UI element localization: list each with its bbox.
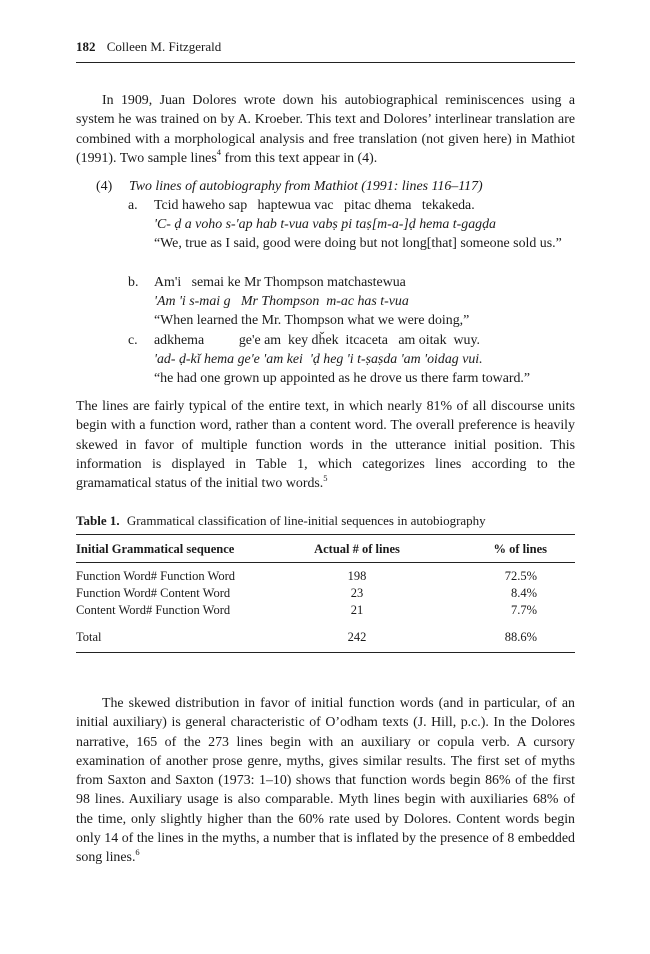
table-cell: Function Word# Content Word: [76, 586, 231, 600]
running-header-author: Colleen M. Fitzgerald: [106, 39, 222, 54]
table-cell: 198: [347, 569, 367, 583]
footnote-ref-6: 6: [135, 846, 140, 857]
running-header: [76, 38, 575, 56]
table-row: [76, 568, 575, 585]
example-item-label: a.: [128, 198, 138, 213]
table-header-rule: [76, 562, 575, 563]
example-4: [76, 177, 575, 392]
table-cell: Function Word# Function Word: [76, 569, 235, 583]
example-item-label: c.: [128, 333, 138, 348]
table-caption: [76, 512, 575, 529]
table-caption-text: Grammatical classification of line-initial sequences in autobiography: [126, 513, 486, 528]
table-row: [76, 602, 575, 619]
paragraph-2-text: The lines are fairly typical of the entire text, in which nearly 81% of all discourse units begin with a function word, rather than a content word. The overall preference is heavily skewed in favor of multiple function words in the utterance initial position. This information is displayed in Table 1, which categorizes lines according to the gramamatical status of the initial two words.: [76, 399, 575, 492]
paragraph-1-text: In 1909, Juan Dolores wrote down his autobiographical reminiscences using a system he was trained on by A. Kroeber. This text and Dolores’ interlinear translation are combined with a morphological analysis and free translation (not given here) in Mathiot (1991). Two sample lines: [76, 93, 575, 166]
table-total-row: [76, 629, 575, 646]
data-table: [76, 536, 575, 646]
table-top-rule: [76, 534, 575, 535]
original-line: adkhema ge'e am key dȟek itcaceta am oitak wuy.: [154, 333, 480, 348]
table-row: [76, 585, 575, 602]
table-cell: 21: [350, 603, 364, 617]
table-cell: 242: [347, 630, 367, 644]
gloss-line: 'Am 'i s-mai g Mr Thompson m-ac has t-vua: [154, 294, 409, 310]
table-cell: Content Word# Function Word: [76, 603, 231, 617]
translation-line: “he had one grown up appointed as he drove us there farm toward.”: [154, 371, 531, 387]
header-rule: [76, 62, 575, 63]
column-header: Actual # of lines: [314, 541, 400, 556]
example-heading: [96, 177, 483, 196]
paragraph-1-end: from this text appear in (4).: [221, 150, 378, 166]
table-label: Table 1.: [76, 513, 120, 528]
footnote-ref-4: 4: [216, 147, 221, 158]
paragraph-3: [76, 694, 575, 868]
paragraph-3-text: The skewed distribution in favor of initial function words (and in particular, of an initial auxiliary) is general characteristic of O’odham texts (J. Hill, p.c.). In the Dolores narrative, 165 of the 273 lines begin with an auxiliary or copula verb. A cursory examination of another prose genre, myths, gives similar results. The first set of myths from Saxton and Saxton (1973: 1–10) shows that function words begin 86% of the first 98 lines. Auxiliary usage is also comparable. Myth lines begin with auxiliaries 68% of the time, only slightly higher than the 60% rate used by Dolores. Content words begin only 14 of the lines in the myths, a number that is inflated by the presence of 8 embedded song lines.: [76, 696, 575, 866]
example-title: Two lines of autobiography from Mathiot (1991: lines 116–117): [129, 179, 483, 194]
column-header: Initial Grammatical sequence: [76, 541, 235, 556]
table-cell: 7.7%: [510, 603, 537, 617]
example-number: (4): [96, 179, 113, 194]
translation-line: “We, true as I said, good were doing but not long[that] someone sold us.”: [154, 236, 562, 252]
table-cell: 72.5%: [504, 569, 537, 583]
table-cell: Total: [76, 630, 102, 644]
footnote-ref-5: 5: [323, 472, 328, 483]
table-cell: 23: [350, 586, 364, 600]
paragraph-1: [76, 91, 575, 168]
table-bottom-rule: [76, 652, 575, 653]
page-number: 182: [76, 39, 96, 54]
gloss-line: 'ad- ḍ-kĭ hema ge'e 'am kei 'ḍ heg 'i t-ṣaṣda 'am 'oidag vui.: [154, 352, 483, 368]
table-cell: 8.4%: [510, 586, 537, 600]
table-header-row: [76, 536, 575, 562]
table-cell: 88.6%: [504, 630, 537, 644]
original-line: Tcid haweho sap haptewua vac pitac dhema tekakeda.: [154, 198, 475, 213]
column-header: % of lines: [493, 541, 547, 556]
paragraph-2: [76, 397, 575, 493]
original-line: Am'i semai ke Mr Thompson matchastewua: [154, 275, 406, 290]
gloss-line: 'C- ḍ a voho s-'ap hab t-vua vabṣ pi taṣ[m-a-]ḍ hema t-gagḍa: [154, 217, 496, 233]
example-item-label: b.: [128, 275, 139, 290]
translation-line: “When learned the Mr. Thompson what we were doing,”: [154, 313, 470, 329]
